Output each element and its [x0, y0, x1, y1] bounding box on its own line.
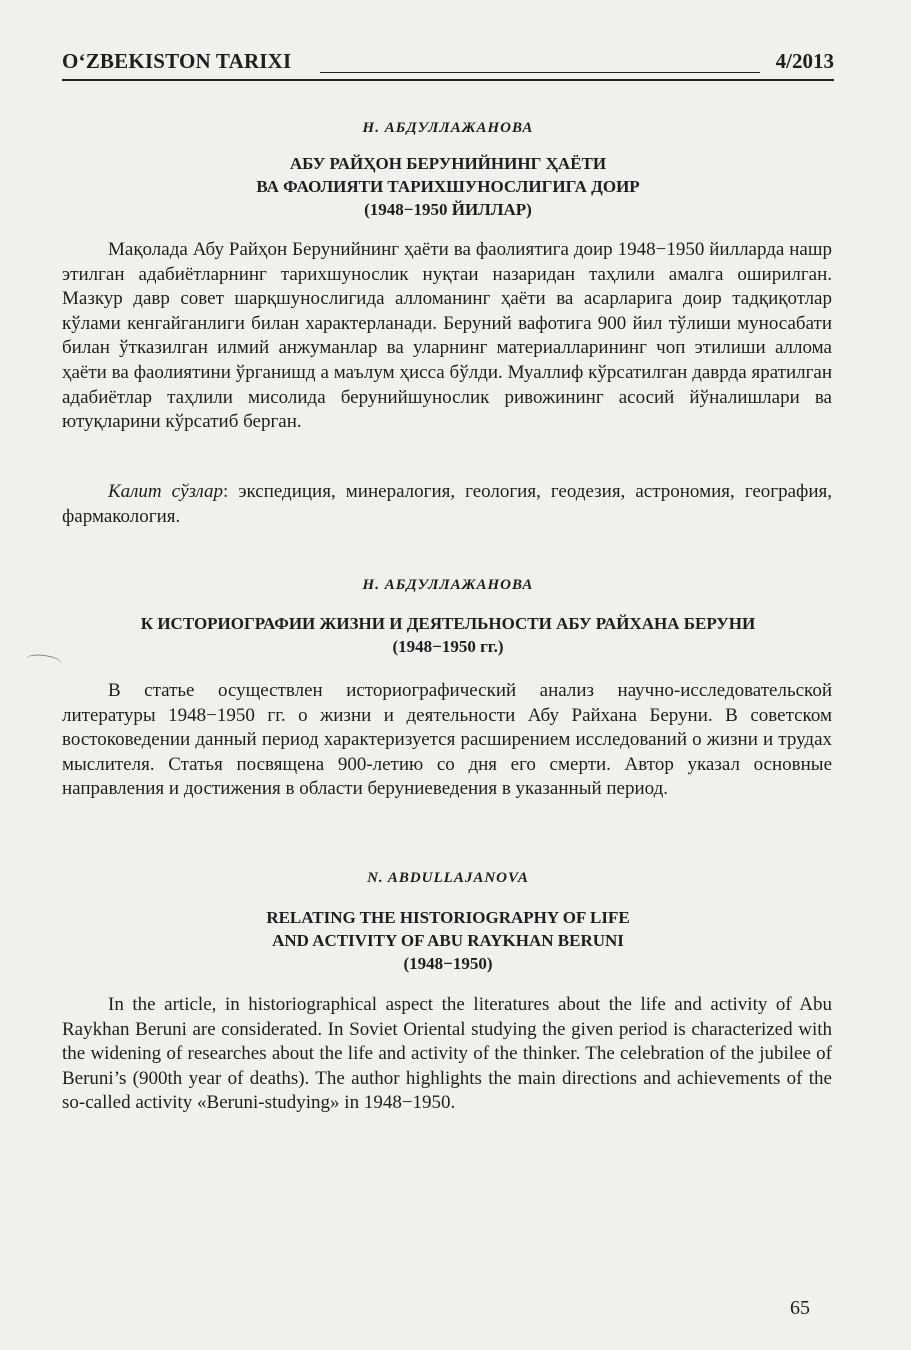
title-en-line: AND ACTIVITY OF ABU RAYKHAN BERUNI: [272, 931, 624, 950]
running-head-line: [320, 72, 760, 73]
title-uz-line: АБУ РАЙҲОН БЕРУНИЙНИНГ ҲАЁТИ: [289, 154, 607, 173]
header-rule: [62, 79, 834, 81]
keywords-label: Калит сўзлар: [108, 481, 224, 502]
author-en: N. ABDULLAJANOVA: [367, 870, 529, 886]
author-uz: Н. АБДУЛЛАЖАНОВА: [362, 120, 534, 136]
title-uz-line: ВА ФАОЛИЯТИ ТАРИХШУНОСЛИГИГА ДОИР: [256, 177, 640, 196]
abstract-en: In the article, in historiographical aspect the literatures about the life and activity of Abu Raykhan Beruni are considerated. In Soviet Oriental studying the given period is characterized with the widening of researches about the life and activity of the thinker. The celebration of the jubilee of Beruni’s (900th year of deaths). The author highlights the main directions and achievements of the so-called activity «Beruni-studying» in 1948−1950.: [62, 994, 832, 1114]
keywords-list: : экспедиция, минералогия, геология, геодезия, астрономия, география, фармакология.: [62, 481, 832, 527]
title-en-line: RELATING THE HISTORIOGRAPHY OF LIFE: [266, 908, 630, 927]
title-ru: [62, 612, 834, 658]
author-ru: Н. АБДУЛЛАЖАНОВА: [362, 577, 534, 593]
title-uz: [62, 152, 834, 221]
scan-artifact: [25, 653, 62, 671]
abstract-uz: Мақолада Абу Райҳон Берунийнинг ҳаёти ва фаолиятига доир 1948−1950 йилларда нашр этилган адабиётларнинг тарихшунослик нуқтаи назаридан таҳлили амалга оширилган. Мазкур давр совет шарқшунослигида алломанинг ҳаёти ва асарларига доир тадқиқотлар кўлами кенгайганлиги билан характерланади. Беруний вафотига 900 йил тўлиши муносабати билан ўтказилган илмий анжуманлар ва уларнинг материалларининг чоп этилиши аллома ҳаёти ва фаолиятини ўрганишд а маълум ҳисса бўлди. Муаллиф кўрсатилган даврда яратилган адабиётлар таҳлили мисолида берунийшунослик ривожининг асосий йўналишлари ва ютуқларини кўрсатиб берган.: [62, 239, 832, 433]
title-ru-line: К ИСТОРИОГРАФИИ ЖИЗНИ И ДЕЯТЕЛЬНОСТИ АБУ РАЙХАНА БЕРУНИ: [140, 614, 756, 633]
running-head: [62, 46, 834, 82]
issue-number: 4/2013: [775, 49, 834, 73]
abstract-ru: В статье осуществлен историографический анализ научно-исследовательской литературы 1948−1950 гг. о жизни и деятельности Абу Райхана Беруни. В советском востоковедении данный период характеризуется расширением исследований о жизни и трудах мыслителя. Статья посвящена 900-летию со дня его смерти. Автор указал основные направления и достижения в области беруниеведения в указанный период.: [62, 680, 832, 800]
keywords-uz: [62, 480, 832, 529]
page-number: 65: [790, 1297, 810, 1319]
title-en: [62, 906, 834, 975]
title-uz-line: (1948−1950 ЙИЛЛАР): [364, 200, 532, 219]
journal-title: O‘ZBEKISTON TARIXI: [62, 49, 292, 73]
title-ru-line: (1948−1950 гг.): [392, 637, 504, 656]
title-en-line: (1948−1950): [403, 954, 493, 973]
